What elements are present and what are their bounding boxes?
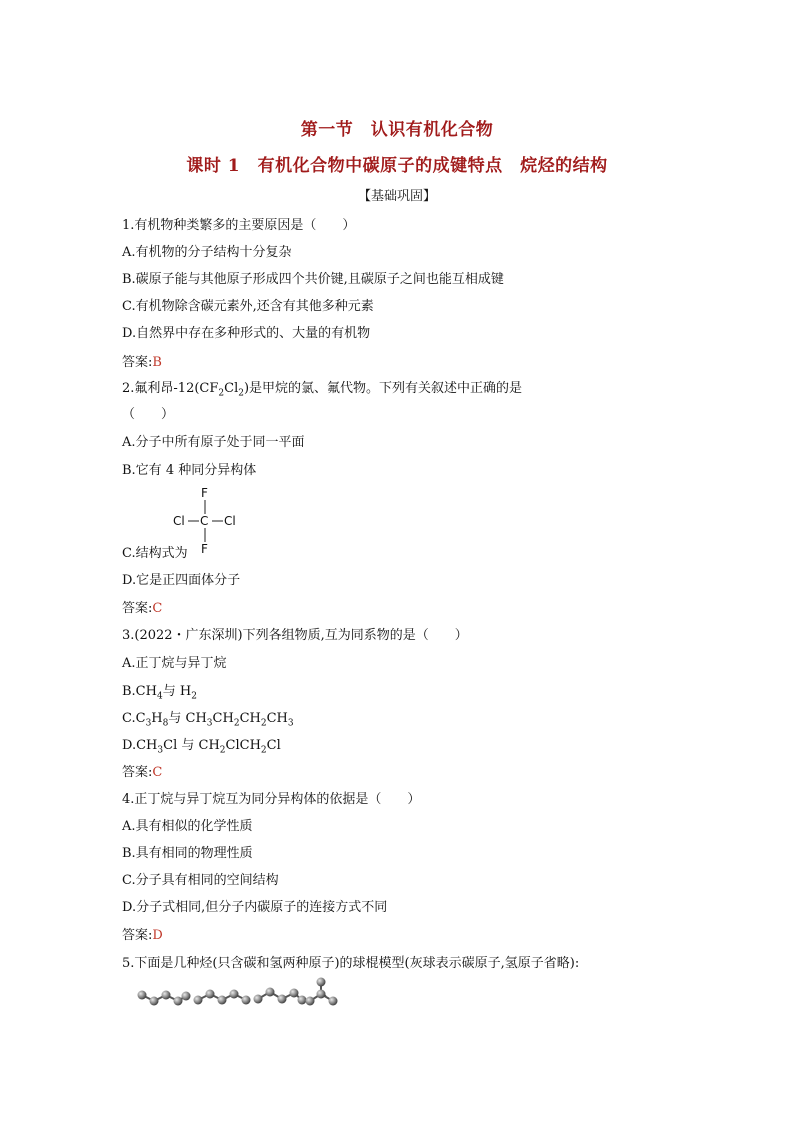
formula-sub: 2 — [191, 691, 197, 702]
q4-option-c: C.分子具有相同的空间结构 — [122, 873, 279, 888]
answer-value: D — [152, 928, 163, 943]
q2-stem-sub: 2 — [238, 388, 244, 399]
formula-part: CH — [266, 711, 288, 726]
q2-option-c: C.结构式为 — [122, 546, 188, 561]
formula-part: CH — [212, 711, 234, 726]
answer-value: C — [152, 765, 163, 780]
formula-part: Cl 与 CH — [163, 738, 220, 753]
section-heading: 【基础巩固】 — [357, 189, 436, 204]
q2-stem-sub: 2 — [218, 388, 225, 399]
q2-stem-part: )是甲烷的氯、氟代物。下列有关叙述中正确的是 — [243, 381, 523, 396]
atom-bottom: F — [201, 542, 208, 556]
q1-option-b: B.碳原子能与其他原子形成四个共价键,且碳原子之间也能互相成键 — [122, 272, 504, 287]
formula-sub: 3 — [287, 718, 294, 729]
atom-center: C — [200, 514, 209, 528]
answer-label: 答案: — [122, 601, 153, 616]
q3-option-d — [122, 734, 281, 756]
q3-stem: 3.(2022・广东深圳)下列各组物质,互为同系物的是（ ） — [122, 628, 468, 643]
answer-label: 答案: — [122, 928, 153, 943]
q1-answer — [122, 351, 162, 370]
formula-part: C.C — [122, 711, 146, 726]
q3-option-b — [122, 680, 197, 702]
q2-option-b: B.它有 4 种同分异构体 — [122, 463, 257, 478]
q3-option-c — [122, 707, 294, 729]
q4-option-d: D.分子式相同,但分子内碳原子的连接方式不同 — [122, 900, 388, 915]
q2-stem-part: Cl — [224, 381, 239, 396]
atom-right: Cl — [224, 514, 236, 528]
q2-answer — [122, 597, 162, 616]
formula-part: 与 CH — [168, 711, 207, 726]
formula-part: D.CH — [122, 738, 158, 753]
q2-option-d: D.它是正四面体分子 — [122, 573, 241, 588]
q2-option-a: A.分子中所有原子处于同一平面 — [122, 435, 305, 450]
formula-sub: 8 — [162, 718, 169, 729]
formula-sub: 3 — [206, 718, 213, 729]
formula-part: H — [151, 711, 163, 726]
formula-sub: 2 — [219, 745, 226, 756]
q3-answer — [122, 761, 162, 780]
chapter-title: 第一节 认识有机化合物 — [300, 120, 494, 140]
answer-label: 答案: — [122, 355, 153, 370]
q4-option-b: B.具有相同的物理性质 — [122, 846, 253, 861]
formula-sub: 2 — [233, 718, 240, 729]
formula-part: B.CH — [122, 684, 157, 699]
q4-option-a: A.具有相似的化学性质 — [122, 819, 253, 834]
answer-value: C — [152, 601, 163, 616]
q1-option-d: D.自然界中存在多种形式的、大量的有机物 — [122, 326, 371, 341]
formula-sub: 4 — [156, 691, 163, 702]
formula-sub: 2 — [260, 718, 267, 729]
formula-sub: 3 — [157, 745, 164, 756]
q4-stem: 4.正丁烷与异丁烷互为同分异构体的依据是（ ） — [122, 792, 421, 807]
formula-sub: 3 — [145, 718, 152, 729]
formula-part: CH — [239, 711, 261, 726]
lesson-title: 课时 1 有机化合物中碳原子的成键特点 烷烃的结构 — [186, 156, 608, 176]
q1-option-a: A.有机物的分子结构十分复杂 — [122, 245, 292, 260]
q1-option-c: C.有机物除含碳元素外,还含有其他多种元素 — [122, 299, 374, 314]
q5-stem: 5.下面是几种烃(只含碳和氢两种原子)的球棍模型(灰球表示碳原子,氢原子省略): — [122, 956, 580, 971]
formula-part: 与 H — [162, 684, 192, 699]
formula-part: Cl — [266, 738, 281, 753]
atom-left: Cl — [173, 514, 185, 528]
formula-sub: 2 — [260, 745, 267, 756]
ball-stick-models — [134, 974, 354, 1014]
q3-option-a: A.正丁烷与异丁烷 — [122, 656, 227, 671]
ball-stick-model-figure — [134, 974, 354, 1014]
atom-top: F — [201, 486, 208, 500]
q2-stem-part: 2.氟利昂-12(CF — [122, 381, 219, 396]
q2-stem-paren: （ ） — [122, 407, 175, 422]
answer-value: B — [152, 355, 162, 370]
formula-part: ClCH — [225, 738, 261, 753]
q2-stem — [122, 377, 522, 399]
q4-answer — [122, 924, 163, 943]
answer-label: 答案: — [122, 765, 153, 780]
q1-stem: 1.有机物种类繁多的主要原因是（ ） — [122, 218, 356, 233]
